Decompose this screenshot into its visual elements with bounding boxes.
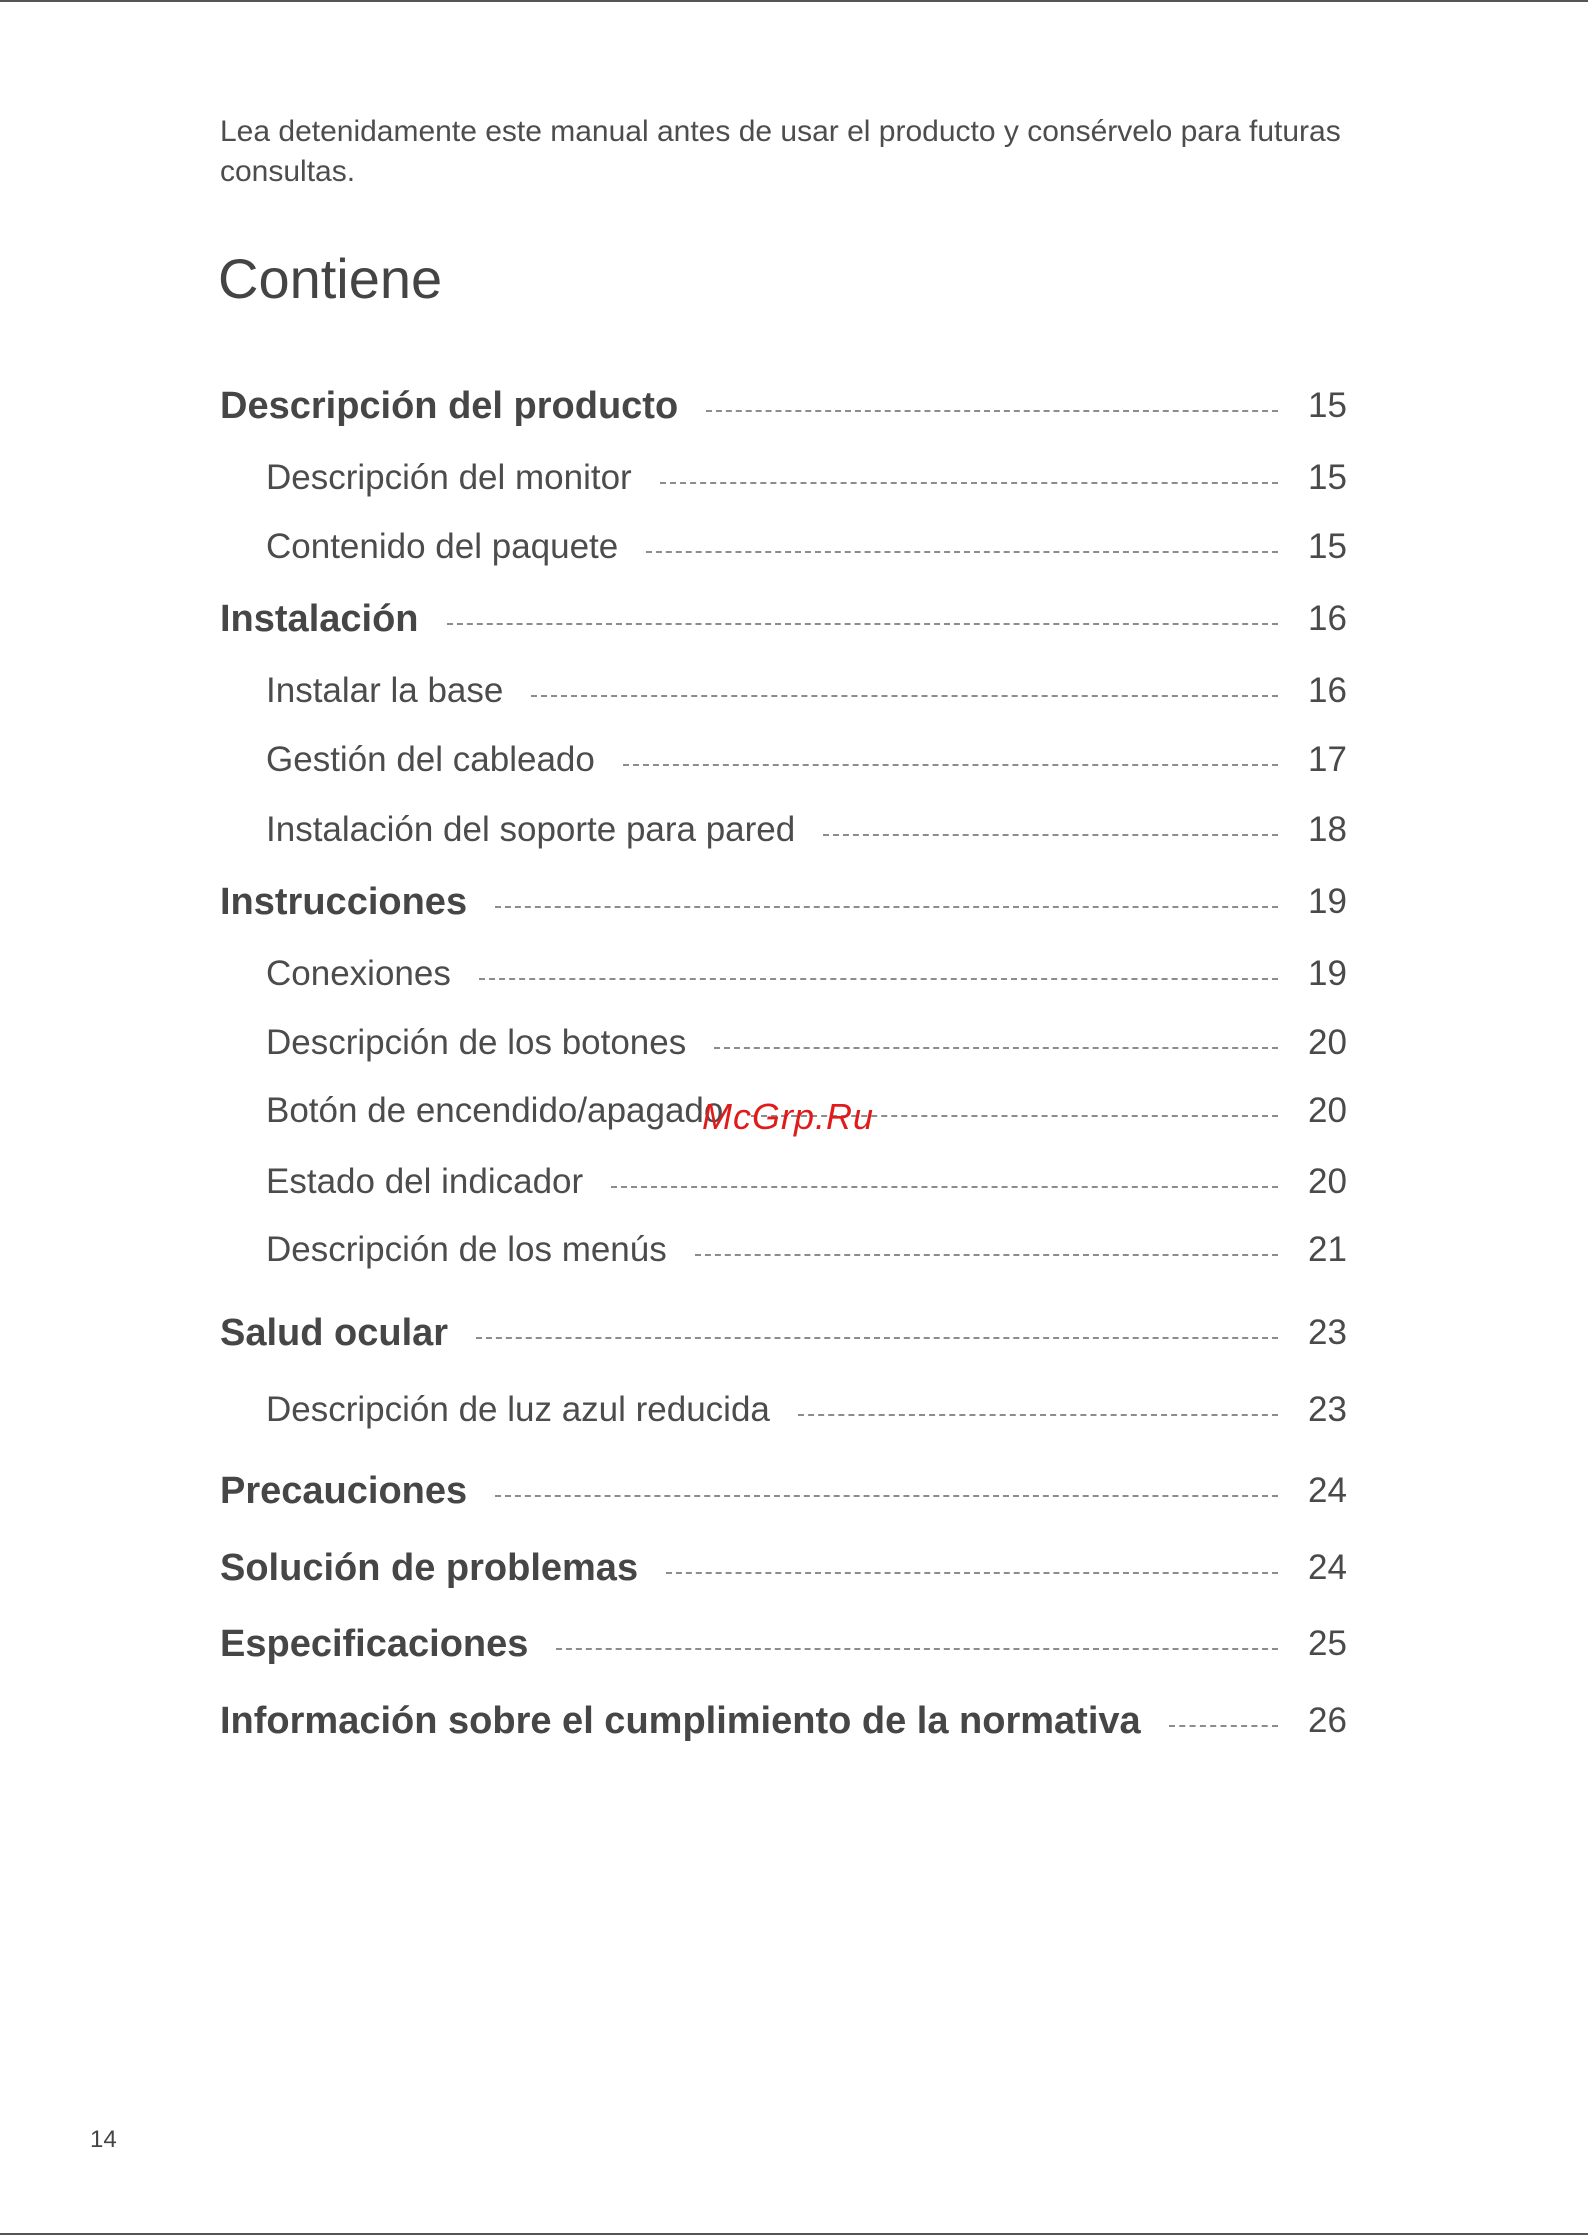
toc-leader bbox=[495, 1495, 1278, 1497]
toc-entry-page: 24 bbox=[1308, 1548, 1347, 1587]
toc-entry-contenido-paquete[interactable] bbox=[266, 522, 1370, 572]
toc-entry-page: 16 bbox=[1308, 671, 1347, 710]
toc-entry-label: Precauciones bbox=[220, 1469, 468, 1512]
toc-entry-label: Instrucciones bbox=[220, 880, 468, 923]
toc-entry-label: Especificaciones bbox=[220, 1622, 529, 1665]
toc-leader bbox=[479, 978, 1278, 980]
toc-entry-label: Descripción del monitor bbox=[266, 458, 632, 497]
toc-entry-instrucciones[interactable] bbox=[220, 877, 1370, 927]
toc-leader bbox=[611, 1186, 1278, 1188]
toc-leader bbox=[495, 906, 1278, 908]
page-title: Contiene bbox=[218, 247, 443, 310]
toc-entry-label: Contenido del paquete bbox=[266, 527, 619, 566]
toc-entry-especificaciones[interactable] bbox=[220, 1619, 1370, 1669]
toc-entry-conexiones[interactable] bbox=[266, 949, 1370, 999]
toc-entry-precauciones[interactable] bbox=[220, 1466, 1370, 1516]
toc-entry-label: Descripción del producto bbox=[220, 384, 679, 427]
toc-entry-luz-azul[interactable] bbox=[266, 1385, 1370, 1435]
toc-entry-label: Instalar la base bbox=[266, 671, 504, 710]
toc-entry-page: 26 bbox=[1308, 1701, 1347, 1740]
toc-entry-salud-ocular[interactable] bbox=[220, 1308, 1370, 1358]
toc-entry-gestion-cableado[interactable] bbox=[266, 735, 1370, 785]
toc-entry-page: 23 bbox=[1308, 1390, 1347, 1429]
toc-entry-page: 15 bbox=[1308, 386, 1347, 425]
toc-leader bbox=[666, 1572, 1278, 1574]
toc-entry-label: Instalación del soporte para pared bbox=[266, 810, 796, 849]
toc-entry-label: Descripción de luz azul reducida bbox=[266, 1390, 770, 1429]
toc-entry-page: 25 bbox=[1308, 1624, 1347, 1663]
toc-leader bbox=[447, 623, 1279, 625]
toc-entry-label: Instalación bbox=[220, 597, 419, 640]
toc-entry-page: 20 bbox=[1308, 1091, 1347, 1130]
toc-leader bbox=[646, 551, 1278, 553]
toc-entry-solucion-problemas[interactable] bbox=[220, 1543, 1370, 1593]
toc-leader bbox=[1169, 1725, 1278, 1727]
toc-leader bbox=[476, 1337, 1278, 1339]
toc-leader bbox=[798, 1414, 1278, 1416]
toc-leader bbox=[623, 764, 1278, 766]
toc-entry-label: Descripción de los menús bbox=[266, 1230, 667, 1269]
toc-entry-estado-indicador[interactable] bbox=[266, 1157, 1370, 1207]
toc-entry-page: 19 bbox=[1308, 882, 1347, 921]
toc-leader bbox=[823, 834, 1278, 836]
toc-entry-page: 16 bbox=[1308, 599, 1347, 638]
intro-text: Lea detenidamente este manual antes de usar el producto y consérvelo para futuras consultas. bbox=[220, 115, 1341, 188]
toc-entry-cumplimiento-normativa[interactable] bbox=[220, 1696, 1370, 1746]
toc-entry-descripcion-monitor[interactable] bbox=[266, 453, 1370, 503]
toc-entry-page: 15 bbox=[1308, 527, 1347, 566]
toc-entry-page: 24 bbox=[1308, 1471, 1347, 1510]
toc-entry-label: Salud ocular bbox=[220, 1311, 449, 1354]
toc-entry-descripcion-botones[interactable] bbox=[266, 1018, 1370, 1068]
toc-entry-soporte-pared[interactable] bbox=[266, 805, 1370, 855]
watermark-text: McGrp.Ru bbox=[702, 1096, 875, 1137]
toc-entry-page: 20 bbox=[1308, 1162, 1347, 1201]
toc-entry-label: Conexiones bbox=[266, 954, 451, 993]
toc-entry-page: 17 bbox=[1308, 740, 1347, 779]
toc-leader bbox=[531, 695, 1278, 697]
toc-entry-page: 19 bbox=[1308, 954, 1347, 993]
toc-leader bbox=[556, 1648, 1278, 1650]
toc-leader bbox=[714, 1047, 1278, 1049]
top-rule bbox=[0, 0, 1588, 2]
toc-entry-instalar-base[interactable] bbox=[266, 666, 1370, 716]
toc-entry-page: 20 bbox=[1308, 1023, 1347, 1062]
toc-entry-label: Información sobre el cumplimiento de la normativa bbox=[220, 1699, 1141, 1742]
toc-entry-label: Descripción de los botones bbox=[266, 1023, 687, 1062]
toc-entry-descripcion-producto[interactable] bbox=[220, 381, 1370, 431]
toc-entry-instalacion[interactable] bbox=[220, 594, 1370, 644]
toc-leader bbox=[695, 1254, 1278, 1256]
toc-entry-label: Gestión del cableado bbox=[266, 740, 595, 779]
toc-entry-label: Solución de problemas bbox=[220, 1546, 639, 1589]
toc-entry-page: 21 bbox=[1308, 1230, 1347, 1269]
toc-entry-page: 18 bbox=[1308, 810, 1347, 849]
toc-entry-label: Botón de encendido/apagado bbox=[266, 1091, 724, 1130]
toc-leader bbox=[660, 482, 1278, 484]
page-number: 14 bbox=[90, 2126, 117, 2153]
toc-entry-label: Estado del indicador bbox=[266, 1162, 584, 1201]
toc-entry-page: 15 bbox=[1308, 458, 1347, 497]
toc-leader bbox=[706, 410, 1278, 412]
toc-entry-descripcion-menus[interactable] bbox=[266, 1225, 1370, 1275]
toc-entry-page: 23 bbox=[1308, 1313, 1347, 1352]
